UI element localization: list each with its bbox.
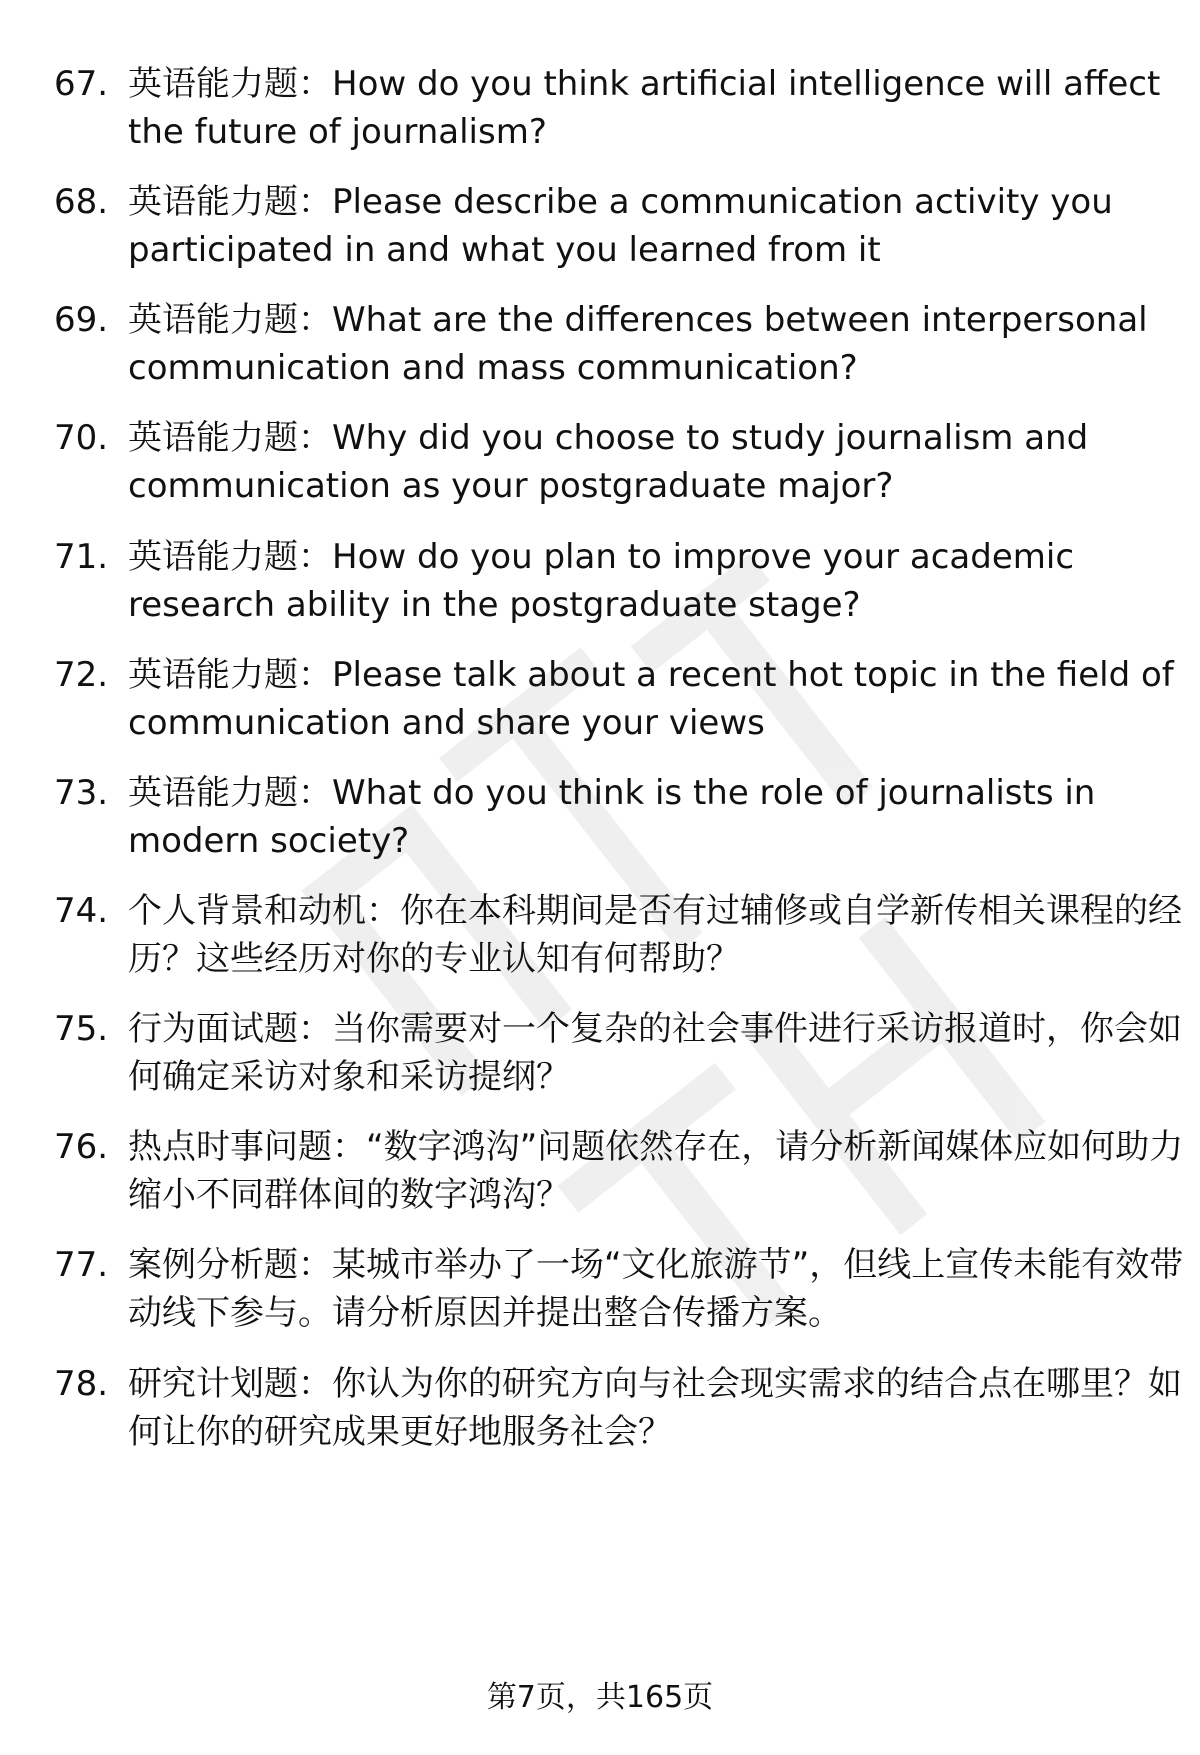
question-number: 78. (54, 1364, 109, 1404)
question-body: 某城市举办了一场“文化旅游节”，但线上宣传未能有效带动线下参与。请分析原因并提出整合传播方案。 (128, 1245, 1184, 1333)
question-number: 68. (54, 182, 109, 222)
question-category: 英语能力题： (128, 64, 332, 104)
question-body: How do you think artificial intelligence will affect the future of journalism? (128, 64, 1161, 152)
question-number: 69. (54, 300, 109, 340)
question-body: How do you plan to improve your academic research ability in the postgraduate stage? (128, 537, 1075, 625)
question-body: “数字鸿沟”问题依然存在，请分析新闻媒体应如何助力缩小不同群体间的数字鸿沟？ (128, 1127, 1184, 1215)
question-body: 你在本科期间是否有过辅修或自学新传相关课程的经历？这些经历对你的专业认知有何帮助？ (128, 891, 1182, 979)
question-text (128, 651, 1200, 747)
page-number: 第7页，共165页 (486, 1680, 714, 1715)
question-number: 71. (54, 537, 109, 577)
question-text (128, 1241, 1200, 1337)
question-category: 英语能力题： (128, 655, 332, 695)
question-text (128, 1005, 1200, 1101)
question-number: 76. (54, 1127, 109, 1167)
question-category: 英语能力题： (128, 537, 332, 577)
question-number: 75. (54, 1009, 109, 1049)
question-text (128, 887, 1200, 983)
question-text (128, 1123, 1200, 1219)
question-text (128, 533, 1200, 629)
question-text (128, 178, 1200, 274)
question-text (128, 769, 1200, 865)
question-category: 行为面试题： (128, 1009, 332, 1049)
question-text (128, 296, 1200, 392)
question-category: 英语能力题： (128, 418, 332, 458)
question-number: 77. (54, 1245, 109, 1285)
question-text (128, 414, 1200, 510)
question-body: What are the differences between interpersonal communication and mass communication? (128, 300, 1148, 388)
question-body: Why did you choose to study journalism and communication as your postgraduate major? (128, 418, 1089, 506)
question-number: 70. (54, 418, 109, 458)
question-text (128, 1360, 1200, 1456)
question-number: 72. (54, 655, 109, 695)
question-category: 案例分析题： (128, 1245, 332, 1285)
question-category: 个人背景和动机： (128, 891, 400, 931)
question-category: 热点时事问题： (128, 1127, 366, 1167)
question-body: Please describe a communication activity you participated in and what you learned from it (128, 182, 1113, 270)
question-category: 研究计划题： (128, 1364, 332, 1404)
question-body: Please talk about a recent hot topic in the field of communication and share your views (128, 655, 1174, 743)
question-body: 当你需要对一个复杂的社会事件进行采访报道时，你会如何确定采访对象和采访提纲？ (128, 1009, 1182, 1097)
question-category: 英语能力题： (128, 182, 332, 222)
question-number: 73. (54, 773, 109, 813)
question-number: 74. (54, 891, 109, 931)
question-body: 你认为你的研究方向与社会现实需求的结合点在哪里？如何让你的研究成果更好地服务社会？ (128, 1364, 1182, 1452)
question-category: 英语能力题： (128, 300, 332, 340)
question-category: 英语能力题： (128, 773, 332, 813)
question-text (128, 60, 1200, 156)
question-body: What do you think is the role of journalists in modern society? (128, 773, 1096, 861)
question-number: 67. (54, 64, 109, 104)
